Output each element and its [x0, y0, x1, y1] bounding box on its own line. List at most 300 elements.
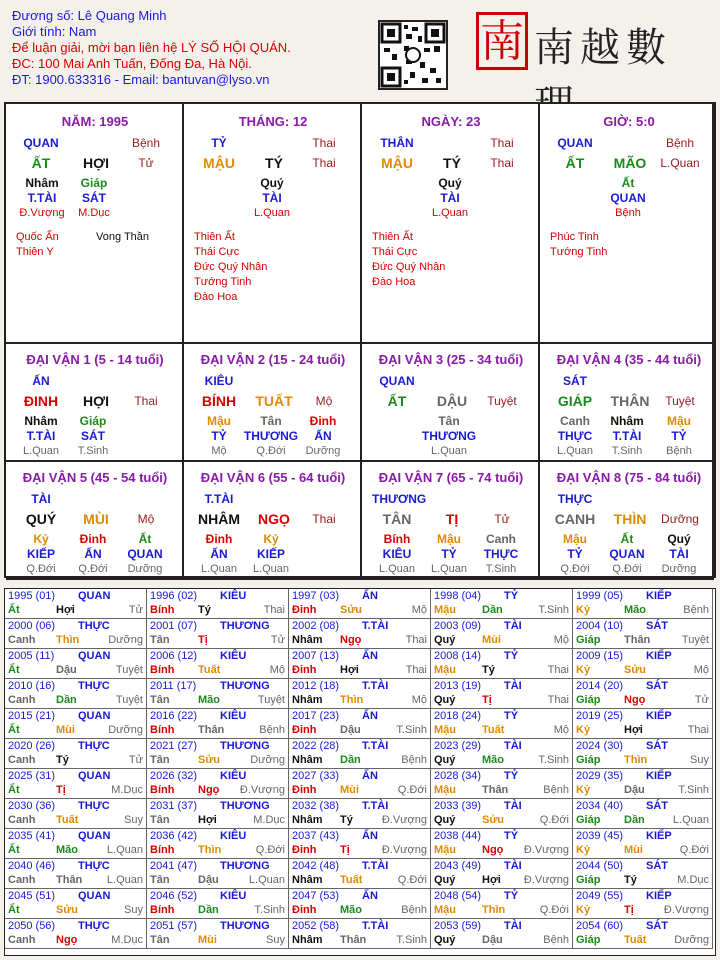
dai-van-star: T.TÀI	[204, 492, 234, 506]
year-stage: Q.Đới	[679, 844, 709, 856]
shensha-right: Vong Thần	[96, 231, 150, 243]
year-branch: Tý	[482, 664, 495, 676]
year-cell	[431, 739, 573, 769]
year-stage: Q.Đới	[255, 844, 285, 856]
year-label: 2044 (50)	[576, 860, 624, 872]
year-branch: Tị	[624, 904, 634, 916]
year-branch: Tị	[482, 694, 492, 706]
dai-van-1	[6, 344, 184, 462]
year-cell	[431, 589, 573, 619]
dai-van-can: BÍNH	[201, 393, 237, 409]
year-star: TÀI	[504, 620, 522, 632]
pillar-title: NĂM: 1995	[61, 114, 129, 129]
year-branch: Tị	[340, 844, 350, 856]
dai-van-chi: TỊ	[445, 511, 459, 527]
logo-text: 南越數	[534, 25, 672, 71]
year-cell	[431, 709, 573, 739]
dai-van-star: KIÊU	[204, 374, 234, 388]
hidden-stage: Bệnh	[615, 207, 641, 219]
year-cell	[573, 769, 713, 799]
year-branch: Ngọ	[56, 934, 78, 946]
hidden-star: SÁT	[82, 191, 106, 205]
year-cell	[289, 919, 431, 949]
year-stem: Tân	[150, 694, 170, 706]
year-cell	[573, 679, 713, 709]
dai-van-8	[540, 462, 714, 580]
year-stage: Mộ	[411, 604, 427, 616]
year-star: THỰC	[78, 620, 110, 632]
year-branch: Hợi	[482, 874, 501, 886]
dai-van-can: ĐINH	[23, 393, 59, 409]
shensha-left: Tướng Tinh	[550, 246, 608, 258]
year-label: 2018 (24)	[434, 710, 482, 722]
year-branch: Mùi	[482, 634, 501, 646]
year-branch: Thìn	[482, 904, 506, 916]
pillar-chi: TÝ	[443, 155, 461, 171]
year-cell	[5, 649, 147, 679]
dv-hidden-stage: Q.Đới	[612, 563, 642, 575]
year-cell	[573, 649, 713, 679]
year-star: QUAN	[78, 710, 111, 722]
year-label: 2030 (36)	[8, 800, 56, 812]
year-star: QUAN	[78, 650, 111, 662]
dv-hidden-star: TỶ	[441, 547, 457, 561]
dv-hidden-stem: Kỷ	[263, 532, 279, 546]
year-cell	[431, 619, 573, 649]
year-star: KIẾP	[646, 710, 672, 722]
contact-line: Để luận giải, mời bạn liên hệ LÝ SỐ HỘI QUÁN.	[12, 40, 291, 55]
dv-hidden-stem: Ất	[620, 532, 634, 546]
year-star: THƯƠNG	[220, 800, 270, 812]
year-label: 2040 (46)	[8, 860, 56, 872]
year-stem: Quý	[434, 694, 456, 706]
year-stage: Tử	[128, 754, 143, 766]
year-branch: Thìn	[198, 844, 222, 856]
year-stage: Thai	[547, 664, 569, 676]
year-label: 2006 (12)	[150, 650, 198, 662]
year-star: T.TÀI	[362, 740, 389, 752]
year-stem: Giáp	[576, 874, 601, 886]
dai-van-2	[184, 344, 362, 462]
year-branch: Thìn	[624, 754, 648, 766]
year-label: 2014 (20)	[576, 680, 624, 692]
year-stem: Quý	[434, 754, 456, 766]
pillar-can: ẤT	[31, 155, 51, 171]
year-star: THỰC	[78, 740, 110, 752]
dai-van-7	[362, 462, 540, 580]
dai-van-star: QUAN	[379, 374, 415, 388]
year-star: THỰC	[78, 680, 110, 692]
year-cell	[289, 619, 431, 649]
dv-hidden-star: THỰC	[557, 429, 593, 443]
dai-van-title: ĐẠI VẬN 1 (5 - 14 tuổi)	[26, 352, 164, 367]
year-stage: L.Quan	[106, 844, 143, 856]
year-cell	[573, 619, 713, 649]
hidden-star: T.TÀI	[27, 191, 57, 205]
year-stem: Bính	[150, 844, 175, 856]
dv-hidden-star: ẤN	[210, 547, 228, 561]
year-branch: Tuất	[624, 934, 647, 946]
dai-van-star: THỰC	[557, 492, 593, 506]
pillar-stage2: Tử	[138, 156, 154, 170]
pillar-stage: Thai	[312, 136, 336, 150]
year-cell	[431, 919, 573, 949]
year-branch: Dần	[624, 814, 645, 826]
year-stage: Bệnh	[401, 754, 427, 766]
year-stem: Canh	[8, 874, 36, 886]
shensha-left: Phúc Tinh	[550, 231, 599, 243]
year-star: THƯƠNG	[220, 680, 270, 692]
dai-van-can: TÂN	[382, 511, 412, 527]
dv-hidden-star: T.TÀI	[612, 429, 642, 443]
hidden-stem: Ất	[621, 176, 635, 190]
shensha-left: Đào Hoa	[372, 276, 416, 288]
year-stem: Bính	[150, 724, 175, 736]
year-stage: Tuyệt	[115, 694, 143, 706]
year-stage: Suy	[124, 904, 143, 916]
pillar-title: THÁNG: 12	[238, 114, 308, 129]
year-stem: Ất	[8, 844, 20, 856]
dai-van-chi: THÂN	[610, 393, 650, 409]
year-star: QUAN	[78, 830, 111, 842]
year-cell	[573, 919, 713, 949]
year-stage: M.Dục	[253, 814, 285, 826]
year-branch: Dậu	[198, 874, 219, 886]
year-stage: Tuyệt	[115, 664, 143, 676]
year-stage: Thai	[687, 724, 709, 736]
year-stem: Ất	[8, 724, 20, 736]
header-info	[12, 8, 291, 88]
dv-hidden-star: TỶ	[211, 429, 227, 443]
year-stage: L.Quan	[248, 874, 285, 886]
year-stem: Đinh	[292, 904, 317, 916]
pillar-0	[6, 104, 184, 344]
year-label: 1998 (04)	[434, 590, 482, 602]
year-cell	[5, 679, 147, 709]
year-branch: Dần	[340, 754, 361, 766]
year-stem: Đinh	[292, 724, 317, 736]
dai-van-star: THƯƠNG	[372, 492, 427, 506]
year-star: KIÊU	[220, 590, 247, 602]
year-star: THỰC	[78, 800, 110, 812]
year-label: 2027 (33)	[292, 770, 340, 782]
year-star: TỶ	[504, 770, 519, 782]
year-cell	[573, 829, 713, 859]
year-cell	[431, 769, 573, 799]
dv-hidden-stage: Dưỡng	[661, 563, 697, 575]
year-star: TỶ	[504, 890, 519, 902]
year-stage: Bệnh	[543, 784, 569, 796]
year-cell	[573, 859, 713, 889]
hidden-stem: Nhâm	[25, 176, 59, 190]
year-label: 2020 (26)	[8, 740, 56, 752]
shensha-left: Thiên Ất	[194, 231, 235, 243]
year-cell	[289, 649, 431, 679]
year-stem: Bính	[150, 604, 175, 616]
dv-hidden-star: QUAN	[609, 547, 645, 561]
pillar-can: MẬU	[203, 155, 235, 171]
year-cell	[289, 679, 431, 709]
dai-van-chi: DẬU	[436, 393, 468, 409]
year-branch: Tý	[198, 604, 211, 616]
year-stem: Bính	[150, 664, 175, 676]
dv-hidden-stem: Ất	[138, 532, 152, 546]
year-stage: Suy	[690, 754, 709, 766]
year-branch: Tuất	[198, 664, 221, 676]
year-branch: Tuất	[482, 724, 505, 736]
year-branch: Ngọ	[198, 784, 220, 796]
year-cell	[289, 859, 431, 889]
dai-van-5	[6, 462, 184, 580]
year-star: T.TÀI	[362, 680, 389, 692]
year-stem: Quý	[434, 874, 456, 886]
dai-van-stage: Dưỡng	[661, 512, 699, 526]
year-star: THƯƠNG	[220, 920, 270, 932]
shensha-left: Đào Hoa	[194, 291, 238, 303]
pillar-star: THÂN	[380, 136, 414, 150]
year-label: 2034 (40)	[576, 800, 624, 812]
year-star: KIÊU	[220, 890, 247, 902]
year-label: 2000 (06)	[8, 620, 56, 632]
year-stage: Bệnh	[401, 904, 427, 916]
year-star: KIẾP	[646, 590, 672, 602]
shensha-left: Tướng Tinh	[194, 276, 252, 288]
year-branch: Tý	[56, 754, 69, 766]
year-stem: Ất	[8, 784, 20, 796]
year-star: KIÊU	[220, 650, 247, 662]
year-stem: Ất	[8, 904, 20, 916]
year-star: SÁT	[646, 680, 668, 692]
year-stem: Mậu	[434, 844, 456, 856]
year-branch: Sửu	[624, 664, 647, 676]
year-branch: Mùi	[198, 934, 217, 946]
hidden-stage: L.Quan	[431, 207, 469, 219]
year-cell	[289, 589, 431, 619]
hidden-star: QUAN	[610, 191, 646, 205]
pillar-3	[540, 104, 714, 344]
dv-hidden-stem: Đinh	[79, 532, 107, 546]
year-cell	[289, 829, 431, 859]
year-label: 2015 (21)	[8, 710, 56, 722]
year-stage: Suy	[124, 814, 143, 826]
year-star: THƯƠNG	[220, 740, 270, 752]
year-cell	[147, 919, 289, 949]
shensha-left: Thiên Ất	[372, 231, 413, 243]
year-branch: Sửu	[340, 604, 363, 616]
year-stage: Dưỡng	[674, 934, 709, 946]
year-star: KIẾP	[646, 890, 672, 902]
year-branch: Dậu	[340, 724, 361, 736]
year-label: 2011 (17)	[150, 680, 197, 692]
owner-name: Đương số: Lê Quang Minh	[12, 8, 167, 23]
dv-hidden-star: THƯƠNG	[243, 429, 299, 443]
pillar-chi: MÃO	[613, 155, 647, 171]
year-cell	[5, 799, 147, 829]
dv-hidden-stage: Dưỡng	[305, 445, 341, 457]
dv-hidden-stage: Q.Đới	[78, 563, 108, 575]
year-cell	[147, 589, 289, 619]
year-stage: Dưỡng	[108, 724, 143, 736]
year-cell	[5, 709, 147, 739]
year-star: ẤN	[362, 770, 378, 782]
dv-hidden-star: QUAN	[127, 547, 163, 561]
year-stage: Q.Đới	[539, 814, 569, 826]
dv-hidden-star: THỰC	[483, 547, 519, 561]
dv-hidden-stem: Canh	[560, 414, 590, 428]
year-branch: Tuất	[340, 874, 363, 886]
dv-hidden-star: KIẾP	[26, 547, 55, 561]
year-stem: Nhâm	[292, 934, 323, 946]
year-star: THƯƠNG	[220, 860, 270, 872]
year-stem: Canh	[8, 634, 36, 646]
year-star: T.TÀI	[362, 620, 389, 632]
year-stem: Mậu	[434, 724, 456, 736]
year-star: THƯƠNG	[220, 620, 270, 632]
dv-hidden-stage: Bệnh	[666, 445, 692, 457]
dai-van-star: ẤN	[32, 374, 50, 388]
year-branch: Mùi	[624, 844, 643, 856]
dv-hidden-star: ẤN	[84, 547, 102, 561]
year-star: SÁT	[646, 860, 668, 872]
year-star: ẤN	[362, 890, 378, 902]
year-stem: Canh	[8, 934, 36, 946]
year-star: KIÊU	[220, 830, 247, 842]
year-cell	[573, 739, 713, 769]
year-stage: T.Sinh	[678, 784, 709, 796]
shensha-left: Thái Cực	[372, 246, 418, 258]
year-stage: Đ.Vượng	[523, 844, 569, 856]
year-branch: Mão	[198, 694, 220, 706]
year-stem: Kỷ	[576, 724, 591, 736]
year-stem: Quý	[434, 934, 456, 946]
pillar-title: GIỜ: 5:0	[603, 114, 655, 129]
year-label: 2032 (38)	[292, 800, 340, 812]
year-star: QUAN	[78, 890, 111, 902]
year-stem: Kỷ	[576, 904, 591, 916]
year-stage: T.Sinh	[538, 604, 569, 616]
chart-grid	[4, 102, 716, 578]
dai-van-chi: NGỌ	[258, 511, 290, 527]
year-branch: Thân	[56, 874, 83, 886]
dai-van-star: TÀI	[31, 492, 51, 506]
year-stage: Bệnh	[259, 724, 285, 736]
year-cell	[431, 829, 573, 859]
year-stage: Thai	[405, 634, 427, 646]
dai-van-can: ẤT	[387, 393, 407, 409]
year-stage: Q.Đới	[539, 904, 569, 916]
dv-hidden-stem: Tân	[260, 414, 282, 428]
dv-hidden-stage: T.Sinh	[485, 563, 517, 575]
year-cell	[147, 709, 289, 739]
pillar-star: QUAN	[557, 136, 593, 150]
year-label: 2031 (37)	[150, 800, 198, 812]
dv-hidden-star: ẤN	[314, 429, 332, 443]
year-stage: Q.Đới	[397, 874, 427, 886]
year-stem: Mậu	[434, 904, 456, 916]
year-label: 2038 (44)	[434, 830, 482, 842]
year-label: 2046 (52)	[150, 890, 198, 902]
year-star: TÀI	[504, 800, 522, 812]
year-stage: Đ.Vượng	[239, 784, 285, 796]
year-stage: Đ.Vượng	[381, 814, 427, 826]
year-stage: Thai	[263, 604, 285, 616]
dv-hidden-stem: Đinh	[205, 532, 233, 546]
pillar-chi: TÝ	[265, 155, 283, 171]
year-stem: Nhâm	[292, 814, 323, 826]
year-stage: Tuyệt	[681, 634, 709, 646]
year-cell	[147, 739, 289, 769]
dv-hidden-stage: Q.Đới	[26, 563, 56, 575]
year-stem: Quý	[434, 814, 456, 826]
year-branch: Thân	[198, 724, 225, 736]
dai-van-stage: Mộ	[315, 394, 333, 408]
year-label: 1997 (03)	[292, 590, 340, 602]
year-label: 2008 (14)	[434, 650, 482, 662]
year-branch: Dậu	[482, 934, 503, 946]
dv-hidden-stage: L.Quan	[378, 563, 416, 575]
dai-van-can: NHÂM	[198, 511, 240, 527]
year-star: SÁT	[646, 920, 668, 932]
year-stage: T.Sinh	[396, 934, 427, 946]
gender: Giới tính: Nam	[12, 24, 97, 39]
year-branch: Sửu	[56, 904, 79, 916]
year-label: 2047 (53)	[292, 890, 340, 902]
pillar-stage: Bệnh	[131, 136, 161, 150]
year-star: TÀI	[504, 860, 522, 872]
dai-van-can: GIÁP	[557, 393, 593, 409]
dv-hidden-stem: Mậu	[563, 532, 587, 546]
year-stage: Mộ	[553, 724, 569, 736]
year-stem: Nhâm	[292, 634, 323, 646]
year-stem: Tân	[150, 754, 170, 766]
dv-hidden-stem: Mậu	[437, 532, 461, 546]
year-branch: Dần	[56, 694, 77, 706]
year-branch: Hợi	[624, 724, 643, 736]
year-label: 2017 (23)	[292, 710, 340, 722]
pillar-2	[362, 104, 540, 344]
dai-van-chi: HỢI	[83, 393, 109, 409]
year-label: 2024 (30)	[576, 740, 624, 752]
year-label: 2052 (58)	[292, 920, 340, 932]
dai-van-stage: Thai	[312, 512, 336, 526]
pillar-stage2: L.Quan	[660, 156, 700, 170]
year-label: 2033 (39)	[434, 800, 482, 812]
year-stem: Đinh	[292, 664, 317, 676]
hidden-star: TÀI	[262, 191, 282, 205]
year-star: THỰC	[78, 860, 110, 872]
year-label: 2007 (13)	[292, 650, 340, 662]
dv-hidden-star: KIẾP	[256, 547, 285, 561]
year-stage: Thai	[547, 694, 569, 706]
year-label: 2019 (25)	[576, 710, 624, 722]
year-branch: Dần	[482, 604, 503, 616]
year-branch: Tị	[56, 784, 66, 796]
year-stage: Bệnh	[543, 934, 569, 946]
year-star: T.TÀI	[362, 860, 389, 872]
year-stage: Q.Đới	[397, 784, 427, 796]
year-branch: Tý	[340, 814, 353, 826]
dv-hidden-stem: Mậu	[207, 414, 231, 428]
year-stem: Kỷ	[576, 844, 591, 856]
year-branch: Tị	[198, 634, 208, 646]
year-cell	[289, 889, 431, 919]
year-star: THỰC	[78, 920, 110, 932]
year-star: KIÊU	[220, 710, 247, 722]
year-star: SÁT	[646, 620, 668, 632]
year-star: SÁT	[646, 740, 668, 752]
hidden-stem: Quý	[260, 176, 284, 190]
year-label: 2041 (47)	[150, 860, 198, 872]
